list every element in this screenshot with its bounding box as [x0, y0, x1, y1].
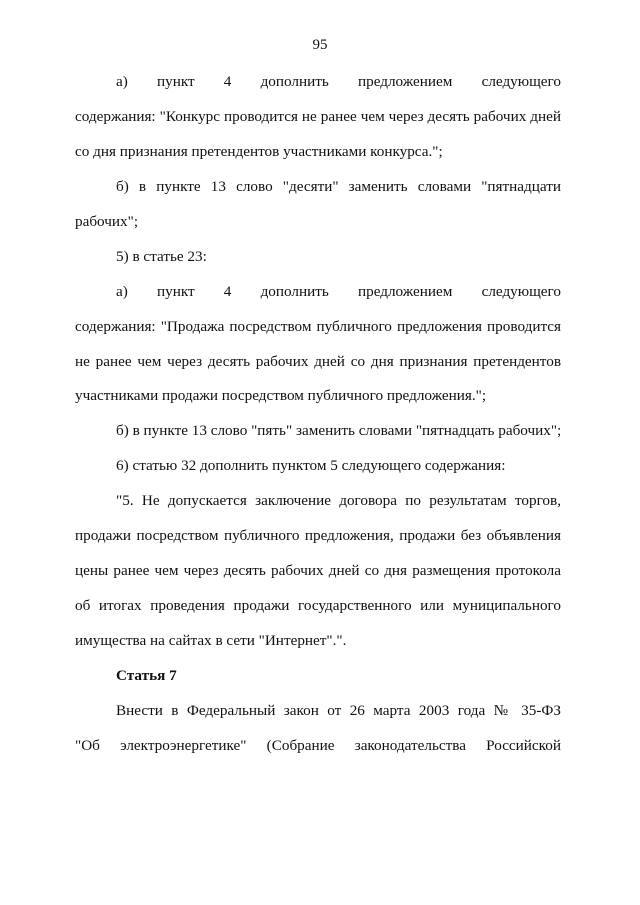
text-line-5: рабочих"; — [75, 213, 139, 230]
text-line-19: "Об электроэнергетике" (Собрание законодательства Российской — [75, 737, 561, 754]
page-number: 95 — [312, 37, 328, 53]
text-line-17: имущества на сайтах в сети "Интернет".". — [75, 632, 347, 649]
text-line-1: а) пункт 4 дополнить предложением следующего — [116, 73, 561, 90]
text-line-2: содержания: "Конкурс проводится не ранее чем через десять рабочих дней — [75, 108, 561, 125]
text-line-6: 5) в статье 23: — [116, 248, 207, 265]
text-line-10: участниками продажи посредством публичного предложения."; — [75, 387, 487, 404]
article-heading: Статья 7 — [116, 667, 177, 684]
text-line-15: цены ранее чем через десять рабочих дней со дня размещения протокола — [75, 562, 561, 579]
text-line-12: 6) статью 32 дополнить пунктом 5 следующего содержания: — [116, 457, 506, 474]
text-line-9: не ранее чем через десять рабочих дней со дня признания претендентов — [75, 353, 561, 370]
text-line-8: содержания: "Продажа посредством публичного предложения проводится — [75, 318, 561, 335]
text-line-4: б) в пункте 13 слово "десяти" заменить словами "пятнадцати — [116, 178, 561, 195]
text-line-16: об итогах проведения продажи государственного или муниципального — [75, 597, 561, 614]
text-line-14: продажи посредством публичного предложения, продажи без объявления — [75, 527, 561, 544]
text-line-3: со дня признания претендентов участниками конкурса."; — [75, 143, 443, 160]
text-line-18: Внести в Федеральный закон от 26 марта 2003 года № 35-ФЗ — [116, 702, 561, 719]
text-line-13: "5. Не допускается заключение договора по результатам торгов, — [116, 492, 561, 509]
text-line-7: а) пункт 4 дополнить предложением следующего — [116, 283, 561, 300]
text-line-11: б) в пункте 13 слово "пять" заменить словами "пятнадцать рабочих"; — [116, 422, 562, 439]
